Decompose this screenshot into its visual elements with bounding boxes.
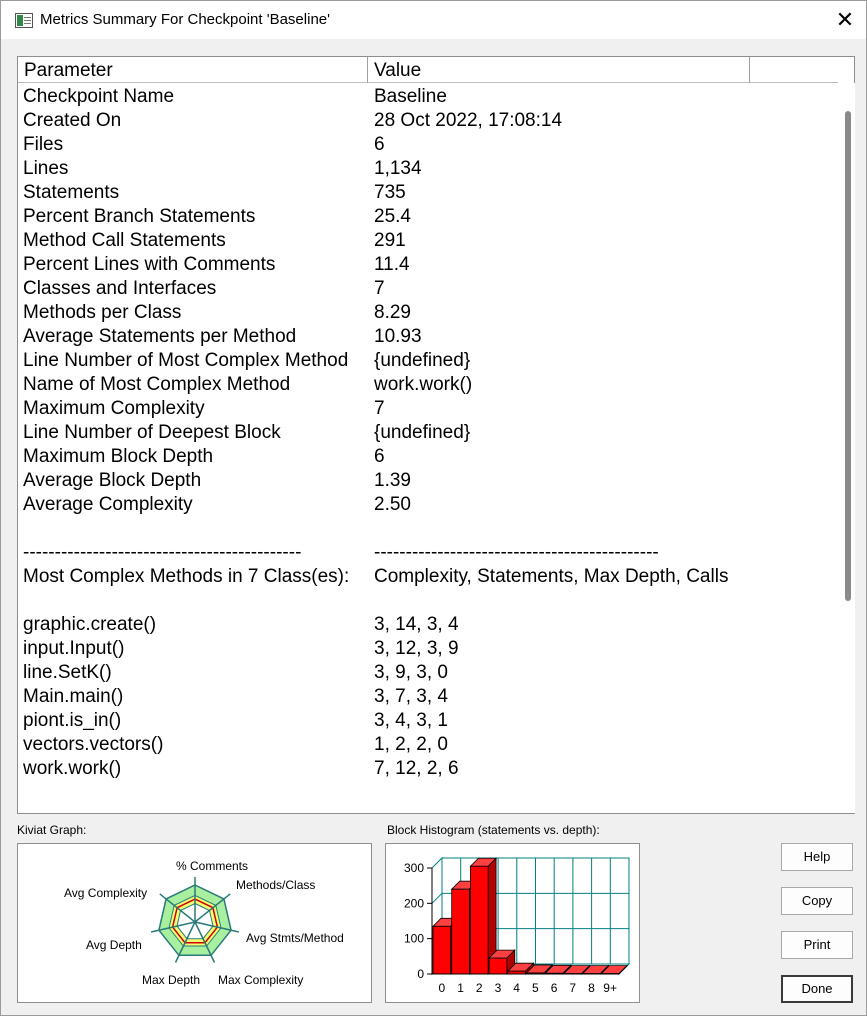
- parameter-cell: input.Input(): [23, 638, 125, 659]
- histogram-bar: [433, 926, 451, 974]
- table-row[interactable]: [18, 589, 838, 613]
- table-row[interactable]: [18, 469, 838, 493]
- histogram-x-tick-label: 4: [513, 981, 520, 995]
- vertical-scrollbar[interactable]: [838, 83, 855, 813]
- parameter-cell: Average Complexity: [23, 494, 193, 515]
- parameter-cell: Lines: [23, 158, 69, 179]
- parameter-cell: Statements: [23, 182, 120, 203]
- metrics-rows: [18, 85, 838, 781]
- value-cell: {undefined}: [374, 422, 471, 443]
- histogram-x-tick-label: 1: [457, 981, 464, 995]
- kiviat-axis-label: Avg Stmts/Method: [246, 931, 344, 945]
- scrollbar-thumb[interactable]: [845, 111, 851, 601]
- histogram-x-tick-label: 0: [438, 981, 446, 995]
- histogram-bar: [489, 958, 507, 974]
- parameter-cell: Maximum Block Depth: [23, 446, 214, 467]
- histogram-label: Block Histogram (statements vs. depth):: [387, 823, 600, 837]
- kiviat-axis-label: % Comments: [176, 859, 249, 873]
- value-cell: 7, 12, 2, 6: [374, 758, 459, 779]
- value-cell: 735: [374, 182, 406, 203]
- column-header-parameter[interactable]: Parameter: [18, 57, 368, 83]
- value-cell: 6: [374, 446, 385, 467]
- parameter-cell: Created On: [23, 110, 122, 131]
- kiviat-svg: [18, 844, 371, 1002]
- histogram-x-tick-label: 8: [588, 981, 595, 995]
- parameter-cell: graphic.create(): [23, 614, 157, 635]
- value-cell: 10.93: [374, 326, 422, 347]
- table-row[interactable]: [18, 541, 838, 565]
- table-row[interactable]: [18, 109, 838, 133]
- app-window-icon: [15, 13, 33, 28]
- column-header-filler: [750, 57, 838, 83]
- parameter-cell: --------------------------------------------: [23, 542, 302, 563]
- parameter-cell: Maximum Complexity: [23, 398, 205, 419]
- title-bar: [1, 1, 866, 39]
- table-row[interactable]: [18, 733, 838, 757]
- value-cell: {undefined}: [374, 350, 471, 371]
- table-row[interactable]: [18, 637, 838, 661]
- table-row[interactable]: [18, 205, 838, 229]
- kiviat-axis-label: Avg Depth: [86, 938, 142, 952]
- value-cell: work.work(): [374, 374, 473, 395]
- table-row[interactable]: [18, 661, 838, 685]
- value-cell: 25.4: [374, 206, 411, 227]
- table-row[interactable]: [18, 517, 838, 541]
- table-row[interactable]: [18, 157, 838, 181]
- table-row[interactable]: [18, 301, 838, 325]
- table-row[interactable]: [18, 349, 838, 373]
- table-row[interactable]: [18, 253, 838, 277]
- parameter-cell: Classes and Interfaces: [23, 278, 217, 299]
- help-button[interactable]: Help: [781, 843, 853, 871]
- value-cell: 1, 2, 2, 0: [374, 734, 448, 755]
- value-cell: 1.39: [374, 470, 411, 491]
- histogram-x-tick-label: 3: [494, 981, 502, 995]
- value-cell: 3, 4, 3, 1: [374, 710, 448, 731]
- histogram-y-tick-label: 200: [403, 896, 424, 911]
- table-row[interactable]: [18, 757, 838, 781]
- metrics-list[interactable]: [17, 56, 855, 814]
- close-icon[interactable]: ✕: [835, 7, 855, 32]
- histogram-svg: [386, 844, 639, 1002]
- table-row[interactable]: [18, 445, 838, 469]
- kiviat-axis-label: Avg Complexity: [64, 886, 148, 900]
- value-cell: Baseline: [374, 86, 447, 107]
- histogram-y-tick-label: 0: [417, 967, 424, 981]
- parameter-cell: work.work(): [23, 758, 122, 779]
- table-row[interactable]: [18, 493, 838, 517]
- block-histogram: [385, 843, 640, 1003]
- parameter-cell: line.SetK(): [23, 662, 112, 683]
- parameter-cell: Main.main(): [23, 686, 124, 707]
- column-header-value[interactable]: Value: [368, 57, 750, 83]
- kiviat-axis-label: Max Complexity: [218, 973, 304, 987]
- done-button[interactable]: Done: [781, 975, 853, 1003]
- histogram-y-tick-label: 100: [403, 931, 424, 946]
- table-row[interactable]: [18, 181, 838, 205]
- kiviat-graph: [17, 843, 372, 1003]
- value-cell: 11.4: [374, 254, 410, 275]
- table-row[interactable]: [18, 397, 838, 421]
- copy-button[interactable]: Copy: [781, 887, 853, 915]
- value-cell: 2.50: [374, 494, 411, 515]
- parameter-cell: Most Complex Methods in 7 Class(es):: [23, 566, 350, 587]
- parameter-cell: Average Statements per Method: [23, 326, 297, 347]
- histogram-x-tick-label: 2: [475, 981, 483, 995]
- parameter-cell: Files: [23, 134, 64, 155]
- parameter-cell: Checkpoint Name: [23, 86, 175, 107]
- value-cell: 7: [374, 278, 385, 299]
- parameter-cell: Name of Most Complex Method: [23, 374, 291, 395]
- table-row[interactable]: [18, 685, 838, 709]
- value-cell: 3, 9, 3, 0: [374, 662, 448, 683]
- value-cell: 8.29: [374, 302, 411, 323]
- table-row[interactable]: [18, 709, 838, 733]
- parameter-cell: vectors.vectors(): [23, 734, 164, 755]
- value-cell: 3, 7, 3, 4: [374, 686, 448, 707]
- parameter-cell: Line Number of Most Complex Method: [23, 350, 349, 371]
- list-header: [18, 57, 838, 83]
- value-cell: 6: [374, 134, 385, 155]
- kiviat-label: Kiviat Graph:: [17, 823, 87, 837]
- table-row[interactable]: [18, 565, 838, 589]
- histogram-y-tick-label: 300: [403, 861, 424, 875]
- parameter-cell: Method Call Statements: [23, 230, 226, 251]
- kiviat-axis-label: Methods/Class: [236, 878, 316, 892]
- histogram-bar: [470, 866, 488, 974]
- table-row[interactable]: [18, 133, 838, 157]
- value-cell: Complexity, Statements, Max Depth, Calls: [374, 566, 729, 587]
- kiviat-axis-label: Max Depth: [142, 973, 201, 987]
- value-cell: 291: [374, 230, 406, 251]
- table-row[interactable]: [18, 85, 838, 109]
- histogram-x-tick-label: 5: [532, 981, 539, 995]
- parameter-cell: Percent Lines with Comments: [23, 254, 276, 275]
- window-title: Metrics Summary For Checkpoint 'Baseline': [40, 11, 330, 28]
- value-cell: 7: [374, 398, 385, 419]
- value-cell: 3, 12, 3, 9: [374, 638, 459, 659]
- table-row[interactable]: [18, 373, 838, 397]
- print-button[interactable]: Print: [781, 931, 853, 959]
- parameter-cell: Percent Branch Statements: [23, 206, 256, 227]
- parameter-cell: Line Number of Deepest Block: [23, 422, 281, 443]
- parameter-cell: Average Block Depth: [23, 470, 202, 491]
- table-row[interactable]: [18, 229, 838, 253]
- value-cell: 1,134: [374, 158, 422, 179]
- parameter-cell: Methods per Class: [23, 302, 182, 323]
- histogram-bar: [452, 889, 470, 974]
- parameter-cell: piont.is_in(): [23, 710, 122, 731]
- value-cell: 28 Oct 2022, 17:08:14: [374, 110, 563, 131]
- histogram-x-tick-label: 7: [569, 981, 577, 995]
- value-cell: ---------------------------------------------: [374, 542, 659, 563]
- table-row[interactable]: [18, 277, 838, 301]
- table-row[interactable]: [18, 325, 838, 349]
- table-row[interactable]: [18, 613, 838, 637]
- table-row[interactable]: [18, 421, 838, 445]
- value-cell: 3, 14, 3, 4: [374, 614, 459, 635]
- histogram-x-tick-label: 6: [550, 981, 558, 995]
- histogram-x-tick-label: 9+: [603, 981, 617, 995]
